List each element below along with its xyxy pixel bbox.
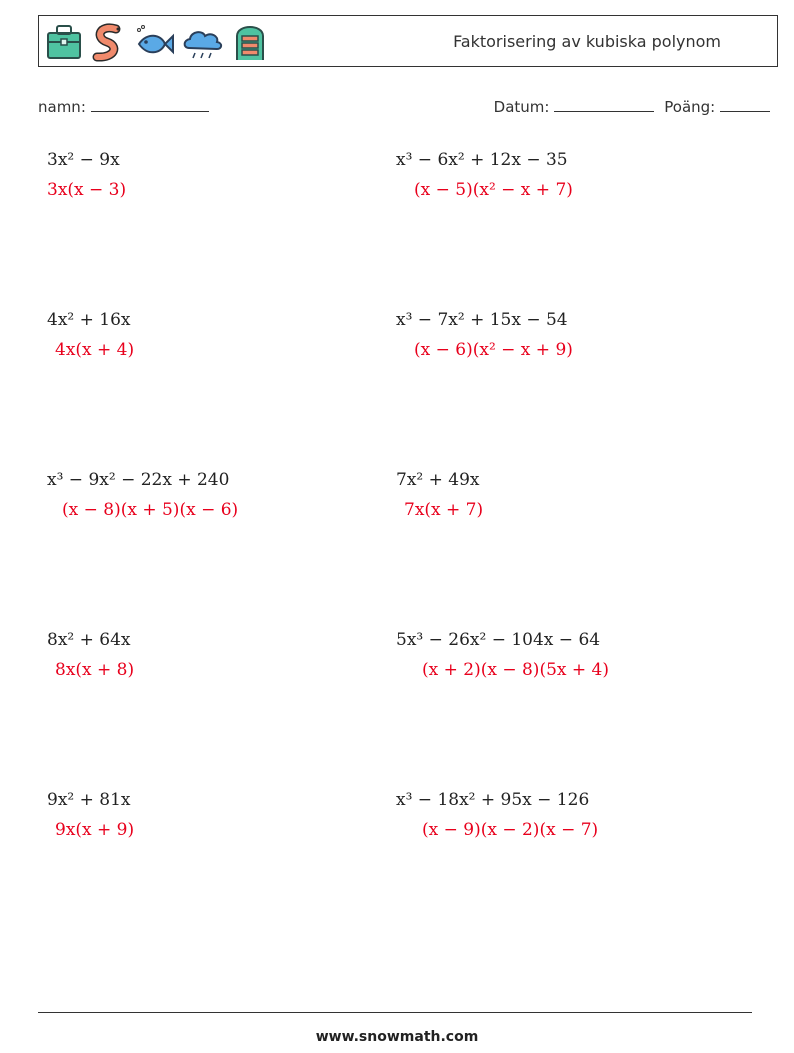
date-blank[interactable] [554,95,654,112]
problem-answer: 9x(x + 9) [55,820,135,840]
problem-9 [47,790,135,840]
footer-divider [38,1012,752,1013]
problem-2 [396,150,573,200]
problem-answer: 4x(x + 4) [55,340,135,360]
fish-icon [133,22,175,62]
problem-question: x³ − 7x² + 15x − 54 [396,310,568,330]
header-icons [45,20,269,64]
footer-site[interactable]: www.snowmath.com [315,1029,479,1045]
problem-10 [396,790,599,840]
name-label: namn: [38,98,86,116]
name-blank[interactable] [91,95,209,112]
problem-answer: (x − 6)(x² − x + 9) [414,340,573,360]
problem-8 [396,630,609,680]
rain-cloud-icon [181,22,225,62]
problem-6 [396,470,484,520]
problem-question: x³ − 18x² + 95x − 126 [396,790,590,810]
problem-5 [47,470,239,520]
problem-question: 9x² + 81x [47,790,131,810]
meta-right [494,95,770,116]
header-box [38,15,778,67]
problem-answer: 3x(x − 3) [47,180,127,200]
date-label: Datum: [493,98,550,116]
problem-answer: 8x(x + 8) [55,660,135,680]
problem-4 [396,310,573,360]
problem-answer: (x − 8)(x + 5)(x − 6) [62,500,239,520]
problem-answer: (x + 2)(x − 8)(5x + 4) [422,660,609,680]
problem-question: 5x³ − 26x² − 104x − 64 [396,630,601,650]
score-field [664,95,770,116]
problem-3 [47,310,135,360]
problem-question: 3x² − 9x [47,150,120,170]
name-field [38,95,209,116]
worm-icon [89,22,127,62]
score-label: Poäng: [664,98,716,116]
problem-7 [47,630,135,680]
problem-answer: (x − 5)(x² − x + 7) [414,180,573,200]
problem-question: x³ − 9x² − 22x + 240 [47,470,230,490]
problem-question: 4x² + 16x [47,310,131,330]
problem-question: 7x² + 49x [396,470,480,490]
date-field [494,95,655,116]
sled-icon [231,22,269,62]
briefcase-icon [45,22,83,62]
problem-1 [47,150,127,200]
problem-question: x³ − 6x² + 12x − 35 [396,150,568,170]
worksheet-title: Faktorisering av kubiska polynom [453,32,721,51]
problem-question: 8x² + 64x [47,630,131,650]
problem-answer: 7x(x + 7) [404,500,484,520]
problem-answer: (x − 9)(x − 2)(x − 7) [422,820,599,840]
score-blank[interactable] [720,95,770,112]
